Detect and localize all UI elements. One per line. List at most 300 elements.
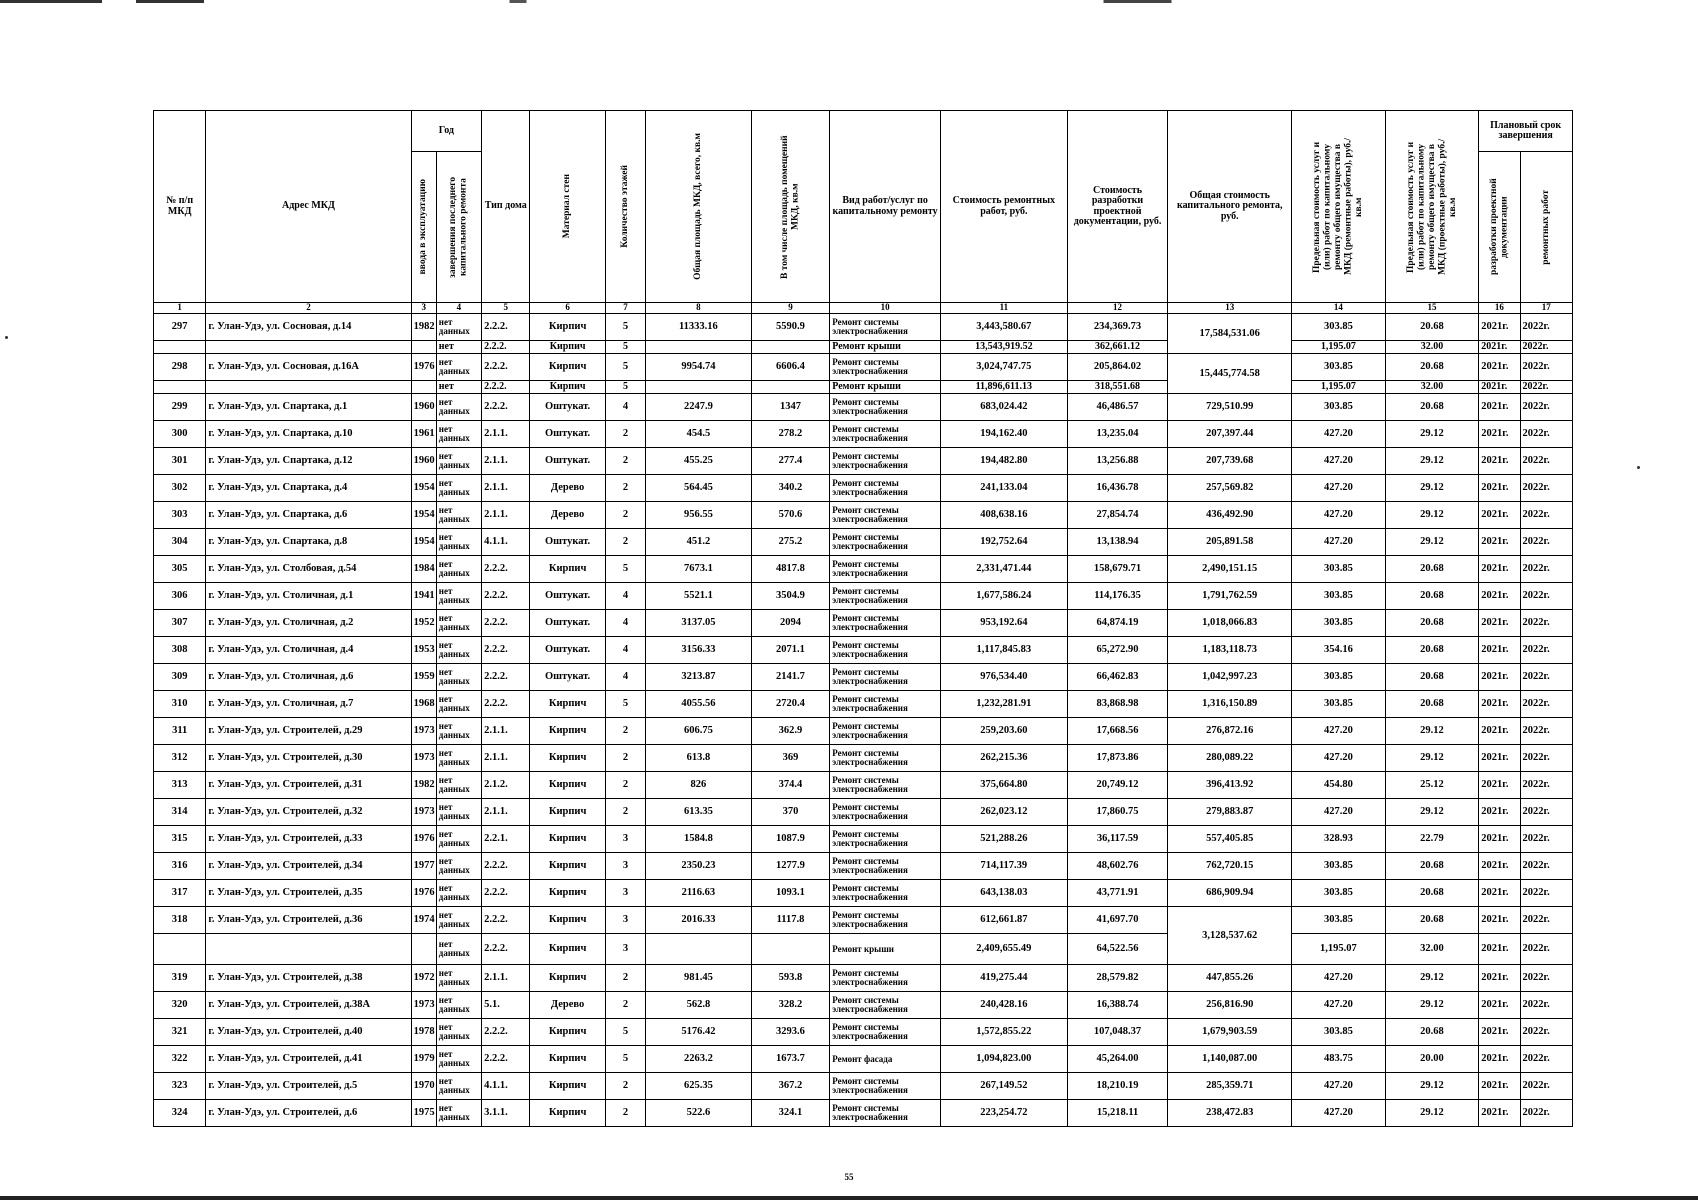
cell-premises: 3293.6	[751, 1019, 829, 1046]
cell-year: 1984	[411, 556, 436, 583]
cell-lim2: 29.12	[1385, 475, 1479, 502]
cell-address: г. Улан-Удэ, ул. Столбовая, д.54	[206, 556, 411, 583]
cell-area: 613.35	[646, 799, 752, 826]
cell-last: нет	[436, 341, 481, 354]
cell-area	[646, 341, 752, 354]
cell-premises: 278.2	[751, 421, 829, 448]
cell-last: нет данных	[436, 583, 481, 610]
cell-floors: 2	[605, 992, 645, 1019]
cell-address: г. Улан-Удэ, ул. Сосновая, д.14	[206, 314, 411, 341]
cell-lim1: 303.85	[1292, 691, 1386, 718]
cell-d1: 2021г.	[1479, 745, 1520, 772]
cell-area: 2116.63	[646, 880, 752, 907]
cell-design: 48,602.76	[1067, 853, 1168, 880]
header-total-area-label: Общая площадь МКД, всего, кв.м	[693, 133, 704, 280]
cell-type: 2.1.1.	[482, 502, 530, 529]
cell-lim2: 29.12	[1385, 502, 1479, 529]
cell-d1: 2021г.	[1479, 664, 1520, 691]
cell-last: нет данных	[436, 529, 481, 556]
cell-lim2: 29.12	[1385, 799, 1479, 826]
cell-lim2: 32.00	[1385, 341, 1479, 354]
cell-lim2: 20.00	[1385, 1046, 1479, 1073]
cell-design: 36,117.59	[1067, 826, 1168, 853]
cell-type: 2.2.2.	[482, 381, 530, 394]
cell-type: 2.2.2.	[482, 907, 530, 934]
cell-work: Ремонт системы электроснабжения	[830, 691, 941, 718]
column-number: 13	[1168, 303, 1292, 314]
cell-d2: 2022г.	[1520, 502, 1572, 529]
cell-lim1: 303.85	[1292, 556, 1386, 583]
cell-lim2: 29.12	[1385, 448, 1479, 475]
header-deadline-design	[1479, 152, 1520, 303]
cell-wall: Дерево	[530, 992, 605, 1019]
cell-year: 1973	[411, 718, 436, 745]
cell-floors: 3	[605, 880, 645, 907]
cell-repair: 612,661.87	[940, 907, 1067, 934]
cell-type: 2.1.1.	[482, 799, 530, 826]
header-wall-label: Материал стен	[562, 174, 573, 239]
cell-d2: 2022г.	[1520, 314, 1572, 341]
cell-d1: 2021г.	[1479, 965, 1520, 992]
cell-num: 315	[154, 826, 206, 853]
cell-lim2: 20.68	[1385, 664, 1479, 691]
cell-design: 45,264.00	[1067, 1046, 1168, 1073]
cell-year: 1960	[411, 394, 436, 421]
cell-type: 2.1.1.	[482, 745, 530, 772]
cell-work: Ремонт фасада	[830, 1046, 941, 1073]
cell-work: Ремонт системы электроснабжения	[830, 1073, 941, 1100]
cell-year: 1976	[411, 880, 436, 907]
cell-year: 1973	[411, 799, 436, 826]
cell-d1: 2021г.	[1479, 610, 1520, 637]
cell-type: 2.2.2.	[482, 637, 530, 664]
cell-lim1: 427.20	[1292, 992, 1386, 1019]
cell-total: 238,472.83	[1168, 1100, 1292, 1127]
cell-floors: 2	[605, 718, 645, 745]
header-repair-cost: Стоимость ремонтных работ, руб.	[940, 111, 1067, 303]
cell-lim2: 29.12	[1385, 421, 1479, 448]
cell-premises: 570.6	[751, 502, 829, 529]
cell-d1: 2021г.	[1479, 394, 1520, 421]
cell-year: 1976	[411, 826, 436, 853]
cell-d1: 2021г.	[1479, 799, 1520, 826]
cell-d2: 2022г.	[1520, 880, 1572, 907]
column-number: 3	[411, 303, 436, 314]
cell-repair: 953,192.64	[940, 610, 1067, 637]
cell-work: Ремонт системы электроснабжения	[830, 583, 941, 610]
cell-d1: 2021г.	[1479, 907, 1520, 934]
column-number: 10	[830, 303, 941, 314]
cell-design: 13,138.94	[1067, 529, 1168, 556]
cell-wall: Кирпич	[530, 1019, 605, 1046]
cell-work: Ремонт системы электроснабжения	[830, 799, 941, 826]
cell-d1: 2021г.	[1479, 381, 1520, 394]
cell-d2: 2022г.	[1520, 354, 1572, 381]
cell-wall: Оштукат.	[530, 583, 605, 610]
cell-area: 451.2	[646, 529, 752, 556]
cell-d1: 2021г.	[1479, 556, 1520, 583]
cell-floors: 2	[605, 799, 645, 826]
cell-last: нет данных	[436, 1100, 481, 1127]
cell-repair: 192,752.64	[940, 529, 1067, 556]
table-row	[154, 381, 1573, 394]
cell-area: 522.6	[646, 1100, 752, 1127]
cell-lim1: 303.85	[1292, 907, 1386, 934]
cell-last: нет	[436, 381, 481, 394]
cell-num: 298	[154, 354, 206, 381]
cell-work: Ремонт системы электроснабжения	[830, 664, 941, 691]
cell-wall: Кирпич	[530, 691, 605, 718]
cell-wall: Оштукат.	[530, 448, 605, 475]
cell-work: Ремонт системы электроснабжения	[830, 907, 941, 934]
cell-premises: 2141.7	[751, 664, 829, 691]
cell-lim1: 1,195.07	[1292, 934, 1386, 965]
cell-design: 15,218.11	[1067, 1100, 1168, 1127]
cell-d2: 2022г.	[1520, 853, 1572, 880]
cell-lim1: 303.85	[1292, 314, 1386, 341]
cell-floors: 2	[605, 421, 645, 448]
cell-area: 3213.87	[646, 664, 752, 691]
cell-address: г. Улан-Удэ, ул. Столичная, д.6	[206, 664, 411, 691]
cell-year: 1959	[411, 664, 436, 691]
cell-floors: 2	[605, 475, 645, 502]
cell-area: 981.45	[646, 965, 752, 992]
cell-lim1: 427.20	[1292, 718, 1386, 745]
cell-repair: 1,117,845.83	[940, 637, 1067, 664]
cell-last: нет данных	[436, 1046, 481, 1073]
cell-lim1: 1,195.07	[1292, 341, 1386, 354]
header-wall	[530, 111, 605, 303]
cell-d1: 2021г.	[1479, 853, 1520, 880]
cell-d1: 2021г.	[1479, 314, 1520, 341]
cell-repair: 419,275.44	[940, 965, 1067, 992]
cell-last: нет данных	[436, 992, 481, 1019]
cell-lim2: 29.12	[1385, 1100, 1479, 1127]
cell-year	[411, 934, 436, 965]
cell-design: 13,256.88	[1067, 448, 1168, 475]
cell-year: 1941	[411, 583, 436, 610]
cell-floors: 2	[605, 529, 645, 556]
cell-premises: 328.2	[751, 992, 829, 1019]
header-deadline-repair	[1520, 152, 1572, 303]
cell-num: 320	[154, 992, 206, 1019]
cell-num: 297	[154, 314, 206, 341]
cell-last: нет данных	[436, 664, 481, 691]
cell-area: 4055.56	[646, 691, 752, 718]
cell-year: 1954	[411, 502, 436, 529]
cell-type: 4.1.1.	[482, 529, 530, 556]
header-deadline-group: Плановый срок завершения	[1479, 111, 1573, 152]
cell-floors: 5	[605, 354, 645, 381]
cell-d2: 2022г.	[1520, 381, 1572, 394]
cell-last: нет данных	[436, 826, 481, 853]
header-year-group: Год	[411, 111, 481, 152]
table-row	[154, 1019, 1573, 1046]
cell-floors: 2	[605, 965, 645, 992]
cell-wall: Оштукат.	[530, 637, 605, 664]
cell-year: 1973	[411, 992, 436, 1019]
cell-num: 306	[154, 583, 206, 610]
cell-lim2: 20.68	[1385, 1019, 1479, 1046]
cell-design: 114,176.35	[1067, 583, 1168, 610]
cell-total: 1,140,087.00	[1168, 1046, 1292, 1073]
cell-num: 316	[154, 853, 206, 880]
cell-type: 2.2.2.	[482, 853, 530, 880]
capital-repair-table	[153, 110, 1573, 1127]
cell-lim1: 427.20	[1292, 745, 1386, 772]
cell-area: 5176.42	[646, 1019, 752, 1046]
cell-premises: 1093.1	[751, 880, 829, 907]
cell-total: 436,492.90	[1168, 502, 1292, 529]
cell-lim1: 427.20	[1292, 448, 1386, 475]
cell-address: г. Улан-Удэ, ул. Спартака, д.10	[206, 421, 411, 448]
cell-last: нет данных	[436, 637, 481, 664]
cell-work: Ремонт системы электроснабжения	[830, 826, 941, 853]
cell-num: 314	[154, 799, 206, 826]
cell-wall: Оштукат.	[530, 394, 605, 421]
cell-d1: 2021г.	[1479, 1100, 1520, 1127]
cell-wall: Кирпич	[530, 745, 605, 772]
cell-d2: 2022г.	[1520, 448, 1572, 475]
cell-wall: Дерево	[530, 475, 605, 502]
cell-address: г. Улан-Удэ, ул. Спартака, д.1	[206, 394, 411, 421]
cell-wall: Оштукат.	[530, 421, 605, 448]
cell-lim2: 32.00	[1385, 934, 1479, 965]
cell-year: 1972	[411, 965, 436, 992]
cell-premises: 4817.8	[751, 556, 829, 583]
cell-total: 557,405.85	[1168, 826, 1292, 853]
cell-d2: 2022г.	[1520, 1100, 1572, 1127]
cell-floors: 5	[605, 1046, 645, 1073]
cell-repair: 262,215.36	[940, 745, 1067, 772]
cell-d1: 2021г.	[1479, 718, 1520, 745]
cell-year: 1952	[411, 610, 436, 637]
cell-year: 1954	[411, 529, 436, 556]
cell-d2: 2022г.	[1520, 799, 1572, 826]
cell-premises: 367.2	[751, 1073, 829, 1100]
cell-work: Ремонт системы электроснабжения	[830, 637, 941, 664]
cell-d2: 2022г.	[1520, 1019, 1572, 1046]
scan-speck	[1637, 466, 1640, 469]
cell-premises: 2720.4	[751, 691, 829, 718]
cell-lim2: 29.12	[1385, 529, 1479, 556]
cell-floors: 2	[605, 1100, 645, 1127]
cell-d1: 2021г.	[1479, 934, 1520, 965]
cell-address: г. Улан-Удэ, ул. Спартака, д.8	[206, 529, 411, 556]
cell-floors: 5	[605, 1019, 645, 1046]
cell-area: 2350.23	[646, 853, 752, 880]
header-limit-repair-label: Предельная стоимость услуг и (или) работ по капитальному ремонту общего имущества в МКД (ремонтные работы), руб./кв.м	[1312, 138, 1365, 275]
cell-design: 107,048.37	[1067, 1019, 1168, 1046]
cell-repair: 375,664.80	[940, 772, 1067, 799]
cell-lim2: 32.00	[1385, 381, 1479, 394]
cell-num: 317	[154, 880, 206, 907]
cell-work: Ремонт системы электроснабжения	[830, 992, 941, 1019]
table-row	[154, 992, 1573, 1019]
cell-type: 2.2.1.	[482, 826, 530, 853]
cell-repair: 267,149.52	[940, 1073, 1067, 1100]
header-address: Адрес МКД	[206, 111, 411, 303]
cell-lim1: 303.85	[1292, 1019, 1386, 1046]
cell-wall: Кирпич	[530, 799, 605, 826]
cell-lim1: 427.20	[1292, 529, 1386, 556]
cell-type: 2.1.2.	[482, 772, 530, 799]
cell-wall: Кирпич	[530, 354, 605, 381]
scan-top-edge	[0, 0, 1698, 3]
cell-area: 454.5	[646, 421, 752, 448]
cell-total: 257,569.82	[1168, 475, 1292, 502]
cell-total: 447,855.26	[1168, 965, 1292, 992]
header-premises-area	[751, 111, 829, 303]
cell-last: нет данных	[436, 718, 481, 745]
cell-work: Ремонт системы электроснабжения	[830, 354, 941, 381]
cell-floors: 4	[605, 610, 645, 637]
cell-floors: 5	[605, 691, 645, 718]
cell-wall: Оштукат.	[530, 664, 605, 691]
column-number: 14	[1292, 303, 1386, 314]
cell-wall: Кирпич	[530, 314, 605, 341]
cell-work: Ремонт крыши	[830, 934, 941, 965]
cell-lim2: 20.68	[1385, 691, 1479, 718]
cell-premises: 6606.4	[751, 354, 829, 381]
table-row	[154, 853, 1573, 880]
table-row	[154, 502, 1573, 529]
cell-premises: 374.4	[751, 772, 829, 799]
cell-design: 17,873.86	[1067, 745, 1168, 772]
cell-work: Ремонт крыши	[830, 381, 941, 394]
column-number: 2	[206, 303, 411, 314]
header-limit-design-label: Предельная стоимость услуг и (или) работ по капитальному ремонту общего имущества в МКД (проектные работы), руб./кв.м	[1405, 138, 1458, 275]
cell-lim2: 20.68	[1385, 853, 1479, 880]
cell-premises: 1673.7	[751, 1046, 829, 1073]
cell-type: 2.2.2.	[482, 314, 530, 341]
cell-d2: 2022г.	[1520, 556, 1572, 583]
cell-area: 455.25	[646, 448, 752, 475]
cell-repair: 976,534.40	[940, 664, 1067, 691]
column-number: 17	[1520, 303, 1572, 314]
column-number: 5	[482, 303, 530, 314]
cell-d2: 2022г.	[1520, 718, 1572, 745]
cell-floors: 4	[605, 664, 645, 691]
cell-area: 9954.74	[646, 354, 752, 381]
cell-floors: 4	[605, 394, 645, 421]
header-limit-repair	[1292, 111, 1386, 303]
cell-num: 324	[154, 1100, 206, 1127]
cell-address: г. Улан-Удэ, ул. Строителей, д.34	[206, 853, 411, 880]
cell-premises: 3504.9	[751, 583, 829, 610]
cell-address: г. Улан-Удэ, ул. Столичная, д.4	[206, 637, 411, 664]
cell-premises: 370	[751, 799, 829, 826]
cell-repair: 194,482.80	[940, 448, 1067, 475]
cell-lim2: 29.12	[1385, 745, 1479, 772]
cell-premises: 275.2	[751, 529, 829, 556]
cell-type: 2.2.2.	[482, 934, 530, 965]
table-row	[154, 448, 1573, 475]
cell-wall: Кирпич	[530, 556, 605, 583]
table-row	[154, 637, 1573, 664]
cell-work: Ремонт системы электроснабжения	[830, 1100, 941, 1127]
page-number: 55	[844, 1172, 854, 1182]
cell-total: 205,891.58	[1168, 529, 1292, 556]
cell-year: 1975	[411, 1100, 436, 1127]
cell-type: 5.1.	[482, 992, 530, 1019]
cell-address: г. Улан-Удэ, ул. Строителей, д.33	[206, 826, 411, 853]
cell-year: 1982	[411, 772, 436, 799]
cell-lim1: 303.85	[1292, 610, 1386, 637]
cell-type: 2.1.1.	[482, 475, 530, 502]
cell-type: 2.2.2.	[482, 556, 530, 583]
cell-area: 606.75	[646, 718, 752, 745]
cell-premises: 2071.1	[751, 637, 829, 664]
cell-address: г. Улан-Удэ, ул. Спартака, д.6	[206, 502, 411, 529]
cell-design: 65,272.90	[1067, 637, 1168, 664]
cell-repair: 408,638.16	[940, 502, 1067, 529]
header-total-cost: Общая стоимость капитального ремонта, руб.	[1168, 111, 1292, 303]
cell-total: 1,042,997.23	[1168, 664, 1292, 691]
cell-num: 305	[154, 556, 206, 583]
cell-year: 1970	[411, 1073, 436, 1100]
cell-lim1: 303.85	[1292, 583, 1386, 610]
cell-d1: 2021г.	[1479, 341, 1520, 354]
cell-repair: 11,896,611.13	[940, 381, 1067, 394]
header-year-commission-label: ввода в эксплуатацию	[418, 179, 429, 275]
table-row	[154, 880, 1573, 907]
column-number: 8	[646, 303, 752, 314]
cell-address: г. Улан-Удэ, ул. Строителей, д.41	[206, 1046, 411, 1073]
cell-num: 299	[154, 394, 206, 421]
cell-address: г. Улан-Удэ, ул. Столичная, д.2	[206, 610, 411, 637]
cell-design: 234,369.73	[1067, 314, 1168, 341]
cell-lim1: 454.80	[1292, 772, 1386, 799]
table-row	[154, 691, 1573, 718]
cell-design: 362,661.12	[1067, 341, 1168, 354]
cell-lim1: 427.20	[1292, 502, 1386, 529]
cell-total: 3,128,537.62	[1168, 907, 1292, 965]
cell-d2: 2022г.	[1520, 610, 1572, 637]
header-num: № п/п МКД	[154, 111, 206, 303]
cell-premises: 340.2	[751, 475, 829, 502]
table-row	[154, 341, 1573, 354]
cell-type: 2.1.1.	[482, 965, 530, 992]
header-floors-label: Количество этажей	[620, 165, 631, 248]
cell-num: 304	[154, 529, 206, 556]
table-row	[154, 583, 1573, 610]
header-work-type: Вид работ/услуг по капитальному ремонту	[830, 111, 941, 303]
scan-bottom-edge	[0, 1196, 1698, 1200]
cell-year: 1953	[411, 637, 436, 664]
cell-address: г. Улан-Удэ, ул. Спартака, д.12	[206, 448, 411, 475]
cell-work: Ремонт системы электроснабжения	[830, 853, 941, 880]
cell-num: 302	[154, 475, 206, 502]
cell-num: 301	[154, 448, 206, 475]
cell-total: 256,816.90	[1168, 992, 1292, 1019]
cell-lim1: 328.93	[1292, 826, 1386, 853]
cell-wall: Кирпич	[530, 907, 605, 934]
cell-d2: 2022г.	[1520, 965, 1572, 992]
cell-wall: Кирпич	[530, 880, 605, 907]
header-year-last-repair	[436, 152, 481, 303]
cell-wall: Дерево	[530, 502, 605, 529]
cell-d2: 2022г.	[1520, 826, 1572, 853]
cell-work: Ремонт системы электроснабжения	[830, 556, 941, 583]
header-deadline-repair-label: ремонтных работ	[1541, 189, 1552, 265]
cell-floors: 2	[605, 772, 645, 799]
cell-num: 321	[154, 1019, 206, 1046]
cell-total: 280,089.22	[1168, 745, 1292, 772]
cell-work: Ремонт системы электроснабжения	[830, 718, 941, 745]
cell-lim1: 427.20	[1292, 1073, 1386, 1100]
cell-design: 64,522.56	[1067, 934, 1168, 965]
